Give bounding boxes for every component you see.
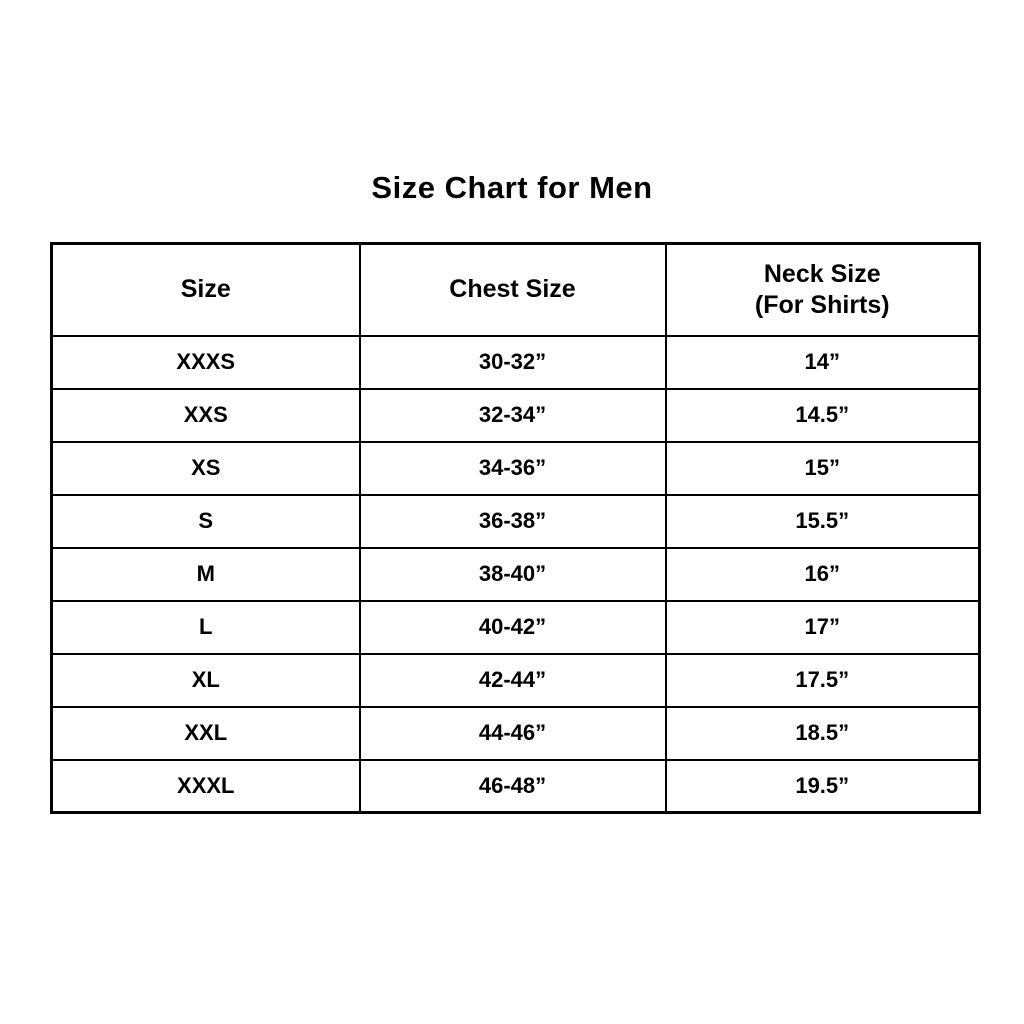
table-row (52, 495, 980, 548)
neck-size-value: 19.5” (666, 760, 980, 813)
chest-size-value: 46-48” (360, 760, 666, 813)
chest-size-value: 38-40” (360, 548, 666, 601)
size-value: XXXS (52, 336, 360, 389)
table-row (52, 707, 980, 760)
neck-size-label-line1: Neck Size (763, 259, 881, 288)
neck-size-value: 18.5” (666, 707, 980, 760)
column-header-size: Size (52, 244, 360, 336)
size-value: L (52, 601, 360, 654)
size-value: XS (52, 442, 360, 495)
chest-size-value: 34-36” (360, 442, 666, 495)
chest-size-value: 42-44” (360, 654, 666, 707)
chest-size-value: 30-32” (360, 336, 666, 389)
table-row (52, 654, 980, 707)
size-value: S (52, 495, 360, 548)
table-row (52, 442, 980, 495)
size-value: XXL (52, 707, 360, 760)
chest-size-value: 44-46” (360, 707, 666, 760)
chest-size-value: 40-42” (360, 601, 666, 654)
size-value: XL (52, 654, 360, 707)
neck-size-value: 15.5” (666, 495, 980, 548)
neck-size-value: 14.5” (666, 389, 980, 442)
neck-size-value: 14” (666, 336, 980, 389)
size-chart-table (50, 242, 981, 814)
table-row (52, 389, 980, 442)
neck-size-value: 17” (666, 601, 980, 654)
page-title: Size Chart for Men (371, 170, 653, 205)
neck-size-value: 17.5” (666, 654, 980, 707)
column-header-neck-size (666, 244, 980, 336)
neck-size-value: 15” (666, 442, 980, 495)
table-header-row (52, 244, 980, 336)
size-value: M (52, 548, 360, 601)
table-row (52, 548, 980, 601)
neck-size-value: 16” (666, 548, 980, 601)
table-row (52, 601, 980, 654)
size-value: XXS (52, 389, 360, 442)
chest-size-value: 32-34” (360, 389, 666, 442)
table-row (52, 760, 980, 813)
size-value: XXXL (52, 760, 360, 813)
chest-size-value: 36-38” (360, 495, 666, 548)
table-row (52, 336, 980, 389)
column-header-chest-size: Chest Size (360, 244, 666, 336)
neck-size-label-line2: (For Shirts) (754, 290, 890, 319)
